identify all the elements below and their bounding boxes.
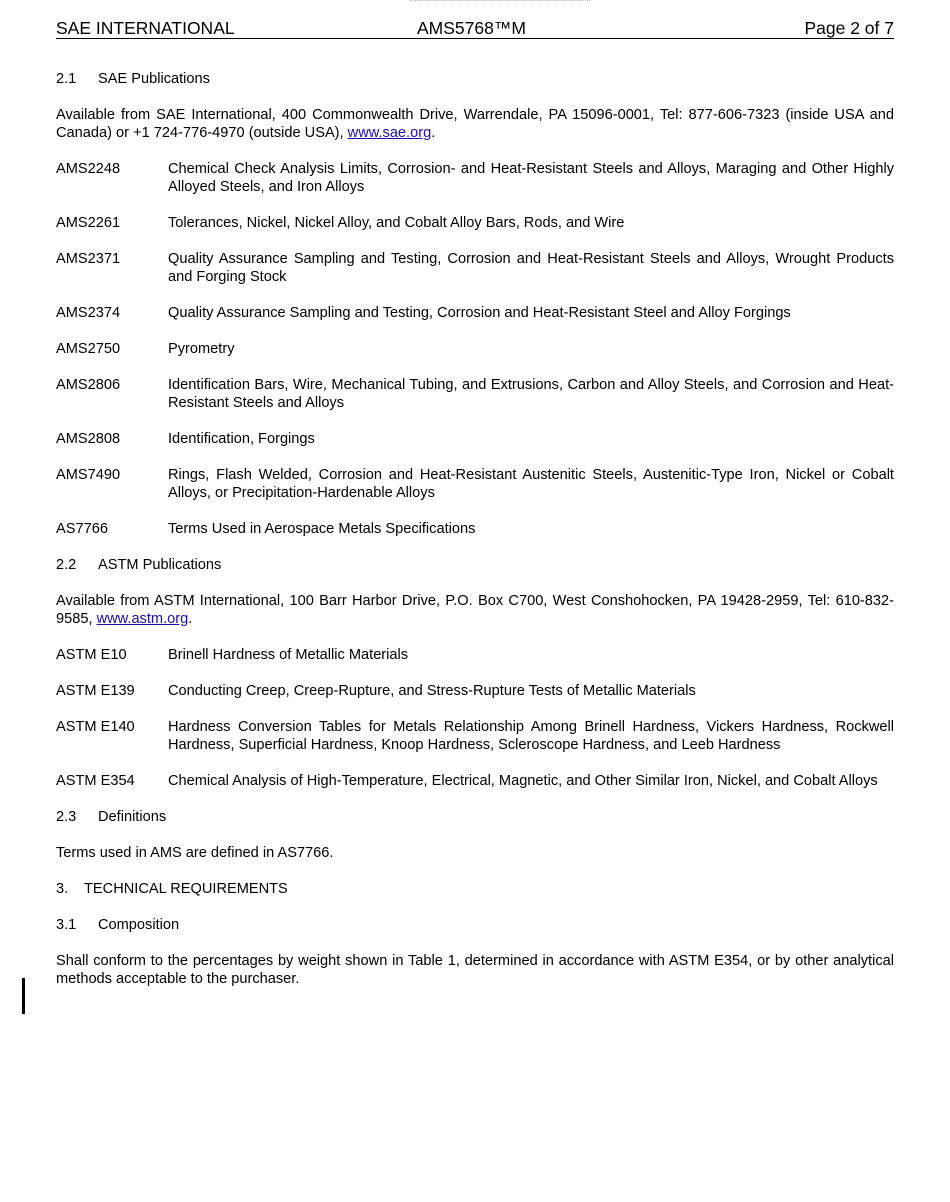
section-title: TECHNICAL REQUIREMENTS: [84, 881, 288, 897]
document-body: [56, 70, 894, 1006]
reference-title: Rings, Flash Welded, Corrosion and Heat-Resistant Austenitic Steels, Austenitic-Type Iron, Nickel or Cobalt Alloys, or Precipitation-Hardenable Alloys: [168, 467, 894, 501]
reference-item: [56, 682, 894, 700]
reference-item: [56, 718, 894, 754]
reference-title: Quality Assurance Sampling and Testing, Corrosion and Heat-Resistant Steels and Alloys, Wrought Products and Forging Stock: [168, 251, 894, 285]
section-number: 3.1: [56, 917, 77, 933]
reference-item: [56, 520, 894, 538]
section-number: 2.2: [56, 557, 77, 573]
reference-code: AMS2806: [56, 377, 121, 393]
reference-title: Chemical Check Analysis Limits, Corrosion- and Heat-Resistant Steels and Alloys, Maraging and Other Highly Alloyed Steels, and Iron Alloys: [168, 161, 894, 195]
section-heading-3-1: [56, 916, 894, 934]
reference-code: ASTM E354: [56, 773, 135, 789]
reference-item: [56, 376, 894, 412]
section-heading-3: [56, 880, 894, 898]
revision-change-bar: [22, 978, 25, 1014]
reference-title: Quality Assurance Sampling and Testing, Corrosion and Heat-Resistant Steel and Alloy Forgings: [168, 305, 791, 321]
reference-title: Tolerances, Nickel, Nickel Alloy, and Cobalt Alloy Bars, Rods, and Wire: [168, 215, 625, 231]
composition-paragraph: Shall conform to the percentages by weight shown in Table 1, determined in accordance with ASTM E354, or by other analytical methods acceptable to the purchaser.: [56, 953, 894, 987]
sae-reference-list: [56, 160, 894, 538]
availability-suffix: .: [188, 611, 193, 627]
section-heading-2-3: [56, 808, 894, 826]
reference-code: ASTM E140: [56, 719, 135, 735]
reference-item: [56, 304, 894, 322]
reference-item: [56, 214, 894, 232]
reference-code: AMS7490: [56, 467, 121, 483]
section-heading-2-1: [56, 70, 894, 88]
header-publisher: SAE INTERNATIONAL: [56, 18, 235, 38]
section-title: Definitions: [98, 809, 167, 825]
reference-item: [56, 772, 894, 790]
sae-availability-paragraph: [56, 106, 894, 142]
reference-title: Conducting Creep, Creep-Rupture, and Stress-Rupture Tests of Metallic Materials: [168, 683, 696, 699]
reference-title: Hardness Conversion Tables for Metals Relationship Among Brinell Hardness, Vickers Hardness, Rockwell Hardness, Superficial Hardness, Knoop Hardness, Scleroscope Hardness, and Leeb Hardness: [168, 719, 894, 753]
reference-code: AMS2248: [56, 161, 121, 177]
reference-code: AMS2374: [56, 305, 121, 321]
astm-availability-paragraph: [56, 592, 894, 628]
reference-title: Brinell Hardness of Metallic Materials: [168, 647, 409, 663]
reference-code: AMS2750: [56, 341, 121, 357]
definitions-paragraph: Terms used in AMS are defined in AS7766.: [56, 845, 334, 861]
header-document-number: AMS5768™M: [417, 18, 526, 38]
availability-suffix: .: [431, 125, 436, 141]
astm-website-link[interactable]: www.astm.org: [96, 611, 189, 627]
reference-item: [56, 160, 894, 196]
reference-item: [56, 340, 894, 358]
page-header: [56, 16, 894, 39]
reference-code: AS7766: [56, 521, 108, 537]
reference-title: Terms Used in Aerospace Metals Specifications: [168, 521, 476, 537]
scan-artifact: [410, 0, 590, 4]
reference-code: AMS2371: [56, 251, 121, 267]
section-title: SAE Publications: [98, 71, 210, 87]
sae-website-link[interactable]: www.sae.org: [347, 125, 432, 141]
reference-code: AMS2261: [56, 215, 121, 231]
reference-title: Pyrometry: [168, 341, 235, 357]
reference-title: Identification Bars, Wire, Mechanical Tubing, and Extrusions, Carbon and Alloy Steels, and Corrosion and Heat-Resistant Steels and Alloys: [168, 377, 894, 411]
availability-text: Available from SAE International, 400 Commonwealth Drive, Warrendale, PA 15096-0001, Tel: 877-606-7323 (inside USA and Canada) or +1 724-776-4970 (outside USA),: [56, 107, 894, 141]
reference-title: Identification, Forgings: [168, 431, 315, 447]
availability-text: Available from ASTM International, 100 Barr Harbor Drive, P.O. Box C700, West Conshohocken, PA 19428-2959, Tel: 610-832-9585,: [56, 593, 894, 627]
reference-code: AMS2808: [56, 431, 121, 447]
section-number: 2.1: [56, 71, 77, 87]
reference-item: [56, 250, 894, 286]
reference-code: ASTM E10: [56, 647, 127, 663]
section-title: Composition: [98, 917, 180, 933]
section-number: 2.3: [56, 809, 77, 825]
reference-item: [56, 430, 894, 448]
reference-item: [56, 466, 894, 502]
section-title: ASTM Publications: [98, 557, 222, 573]
header-page-number: Page 2 of 7: [804, 18, 894, 38]
section-number: 3.: [56, 881, 69, 897]
reference-title: Chemical Analysis of High-Temperature, Electrical, Magnetic, and Other Similar Iron, Nickel, and Cobalt Alloys: [168, 773, 878, 789]
astm-reference-list: [56, 646, 894, 790]
reference-item: [56, 646, 894, 664]
section-heading-2-2: [56, 556, 894, 574]
reference-code: ASTM E139: [56, 683, 135, 699]
